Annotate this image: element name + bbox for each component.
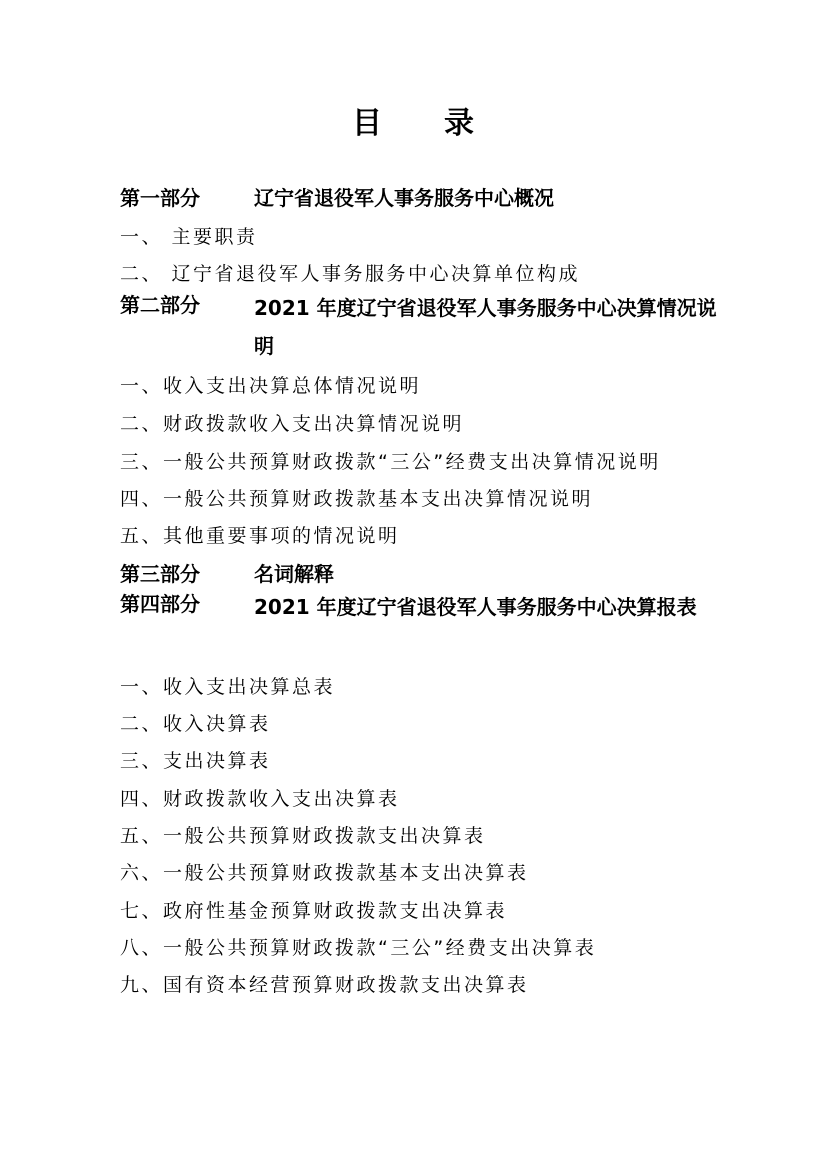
toc-item[interactable]: 四、一般公共预算财政拨款基本支出决算情况说明 <box>120 488 594 510</box>
toc-item[interactable]: 二、 辽宁省退役军人事务服务中心决算单位构成 <box>120 263 581 285</box>
toc-item[interactable]: 七、政府性基金预算财政拨款支出决算表 <box>120 900 508 922</box>
toc-item[interactable]: 一、收入支出决算总体情况说明 <box>120 375 422 397</box>
part-title: 2021 年度辽宁省退役军人事务服务中心决算报表 <box>254 595 697 619</box>
toc-item[interactable]: 一、收入支出决算总表 <box>120 676 336 698</box>
title-char-2: 录 <box>444 106 474 141</box>
toc-item[interactable]: 八、一般公共预算财政拨款“三公”经费支出决算表 <box>120 937 597 959</box>
part-number: 第四部分 <box>120 592 200 616</box>
toc-part-1[interactable] <box>120 182 554 211</box>
part-number: 第一部分 <box>120 186 200 210</box>
title-char-1: 目 <box>352 106 382 141</box>
toc-item[interactable]: 二、财政拨款收入支出决算情况说明 <box>120 413 465 435</box>
toc-item[interactable]: 九、国有资本经营预算财政拨款支出决算表 <box>120 974 529 996</box>
toc-part-4[interactable] <box>120 588 724 626</box>
page-title <box>0 98 826 142</box>
toc-item[interactable]: 一、 主要职责 <box>120 226 258 248</box>
part-title: 2021 年度辽宁省退役军人事务服务中心决算情况说明 <box>254 296 717 358</box>
toc-item[interactable]: 五、其他重要事项的情况说明 <box>120 525 400 547</box>
part-number: 第三部分 <box>120 562 200 586</box>
toc-part-2[interactable] <box>120 289 724 365</box>
toc-item[interactable]: 三、支出决算表 <box>120 750 271 772</box>
toc-item[interactable]: 四、财政拨款收入支出决算表 <box>120 788 400 810</box>
part-number: 第二部分 <box>120 293 200 317</box>
toc-item[interactable]: 三、一般公共预算财政拨款“三公”经费支出决算情况说明 <box>120 451 661 473</box>
toc-item[interactable]: 五、一般公共预算财政拨款支出决算表 <box>120 825 486 847</box>
part-title: 辽宁省退役军人事务服务中心概况 <box>254 186 554 210</box>
toc-item[interactable]: 二、收入决算表 <box>120 713 271 735</box>
part-title: 名词解释 <box>254 562 334 586</box>
toc-part-3[interactable] <box>120 558 334 587</box>
toc-item[interactable]: 六、一般公共预算财政拨款基本支出决算表 <box>120 862 529 884</box>
